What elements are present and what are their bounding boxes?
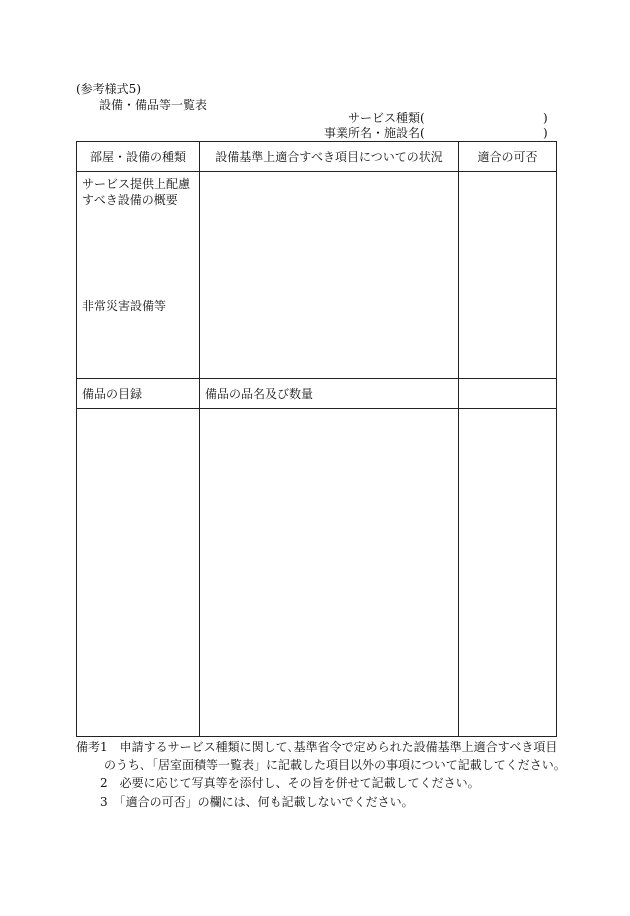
inventory-room-cell[interactable] bbox=[77, 409, 200, 737]
facility-name-label: 事業所名・施設名( bbox=[324, 126, 425, 140]
inventory-label: 備品の目録 bbox=[82, 386, 143, 401]
inventory-desc-cell bbox=[200, 379, 459, 409]
remark-3: 3 「適合の可否」の欄には、何も記載しないでください。 bbox=[100, 795, 414, 809]
form-reference: (参考様式5) bbox=[76, 82, 141, 96]
table-row-facilities bbox=[77, 172, 557, 379]
inventory-label-cell bbox=[77, 379, 200, 409]
service-type-close: ) bbox=[543, 111, 548, 125]
header-status: 設備基準上適合すべき項目についての状況 bbox=[200, 142, 459, 172]
table-row-inventory-header bbox=[77, 379, 557, 409]
inventory-desc: 備品の品名及び数量 bbox=[205, 386, 314, 401]
inventory-compliance-header-cell bbox=[459, 379, 557, 409]
equipment-table bbox=[76, 141, 557, 737]
inventory-items-cell[interactable] bbox=[200, 409, 459, 737]
header-room-type: 部屋・設備の種類 bbox=[77, 142, 200, 172]
header-compliance: 適合の可否 bbox=[459, 142, 557, 172]
table-header-row bbox=[77, 142, 557, 172]
remark-1: 備考1 申請するサービス種類に関して､基準省令で定められた設備基準上適合すべき項目 bbox=[76, 740, 558, 754]
table-row-inventory-body bbox=[77, 409, 557, 737]
facility-status-cell[interactable] bbox=[200, 172, 459, 379]
remark-2: 2 必要に応じて写真等を添付し、その旨を併せて記載してください。 bbox=[100, 776, 480, 790]
form-title: 設備・備品等一覧表 bbox=[99, 98, 208, 112]
remark-1-continued: のうち､「居室面積等一覧表」に記載した項目以外の事項について記載してください。 bbox=[104, 758, 566, 772]
facility-overview-cell bbox=[77, 172, 200, 379]
facility-name-close: ) bbox=[543, 126, 548, 140]
facility-overview-line-1: サービス提供上配慮 bbox=[82, 177, 191, 191]
disaster-equipment-label: 非常災害設備等 bbox=[82, 299, 167, 313]
facility-overview-line-2: すべき設備の概要 bbox=[82, 193, 178, 207]
service-type-label: サービス種類( bbox=[348, 111, 425, 125]
facility-compliance-cell bbox=[459, 172, 557, 379]
inventory-compliance-cell bbox=[459, 409, 557, 737]
